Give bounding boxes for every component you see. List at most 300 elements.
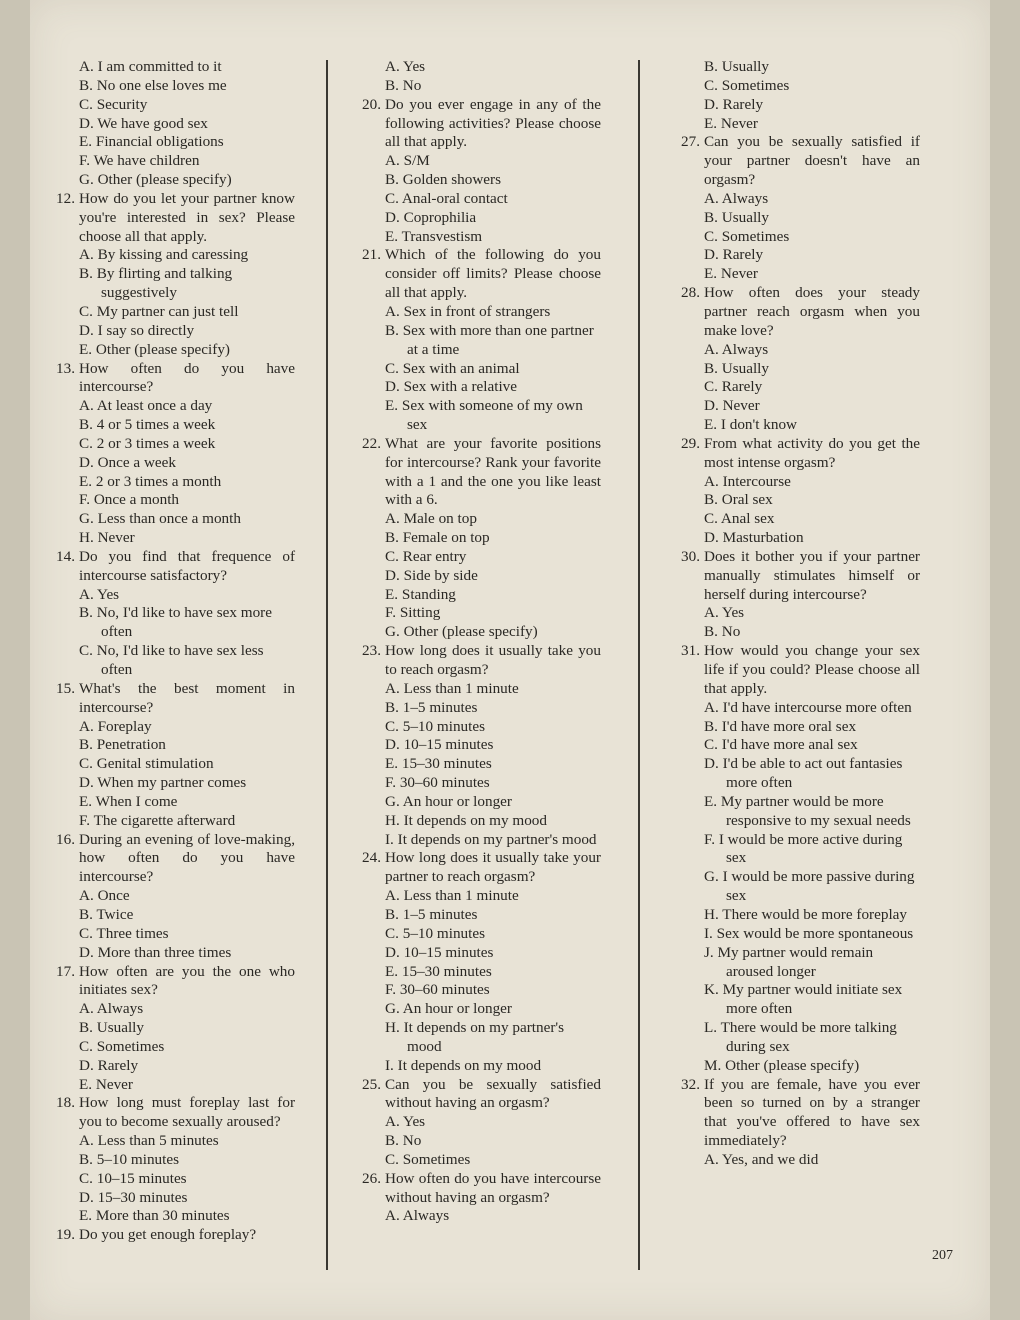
option-letter: B. [385,321,399,339]
option-letter: E. [385,585,399,603]
answer-option [356,303,601,322]
answer-option [675,246,920,265]
option-letter: C. [79,642,93,660]
option-letter: H. [79,529,94,547]
option-text: Less than 5 minutes [97,1132,219,1150]
answer-option [675,58,920,77]
option-letter: E. [704,265,718,283]
option-letter: D. [79,943,94,961]
answer-option [675,623,920,642]
question-number: 24. [362,849,381,867]
question-text: What's the best moment in intercourse? [79,679,295,716]
option-letter: F. [385,604,397,622]
answer-option [675,77,920,96]
option-text: Foreplay [97,717,152,735]
option-text: More than three times [97,943,232,961]
option-letter: L. [704,1019,718,1037]
answer-option [356,736,601,755]
option-letter: D. [385,943,400,961]
question [50,190,295,247]
option-text: Never [97,529,135,547]
option-text: Usually [721,359,769,377]
question-number: 20. [362,95,381,113]
question [675,284,920,341]
question-text: How often are you the one who initiates sex? [79,962,295,999]
answer-option [675,736,920,755]
option-letter: C. [385,924,399,942]
option-text: Side by side [403,566,478,584]
option-text: 10–15 minutes [403,943,494,961]
question-number: 21. [362,246,381,264]
option-text: Always [96,1000,144,1018]
option-text: Sex with more than one partner at a time [402,321,594,358]
option-text: Intercourse [722,472,791,490]
answer-option [356,529,601,548]
option-letter: D. [385,378,400,396]
question [50,831,295,888]
answer-option [356,1207,601,1226]
option-text: Once [97,887,130,905]
question-text: From what activity do you get the most intense orgasm? [704,434,920,471]
option-letter: A. [79,585,94,603]
answer-option [50,925,295,944]
option-text: Yes [722,604,745,622]
option-letter: A. [385,679,400,697]
answer-option [356,718,601,737]
question [356,435,601,510]
option-text: It depends on my mood [403,811,547,829]
question [356,96,601,153]
answer-option [356,510,601,529]
option-letter: C. [79,755,93,773]
option-letter: E. [385,755,399,773]
option-text: We have children [93,152,200,170]
option-letter: C. [704,736,718,754]
answer-option [356,925,601,944]
question-block [50,963,295,1095]
option-letter: M. [704,1056,722,1074]
option-text: Financial obligations [95,133,224,151]
question-block [675,284,920,435]
option-text: Sex with a relative [403,378,518,396]
option-letter: B. [704,58,718,75]
answer-option [356,944,601,963]
question [675,1076,920,1151]
option-letter: C. [79,302,93,320]
option-text: By flirting and talking suggestively [96,265,233,302]
question-text: During an evening of love-making, how often do you have intercourse? [79,830,295,886]
option-text: 4 or 5 times a week [96,416,216,434]
continued-options [356,58,601,96]
option-text: Female on top [402,529,490,547]
option-text: Sometimes [402,1150,471,1168]
question-block [356,642,601,849]
option-text: It depends on my partner's mood [403,1019,565,1055]
answer-option [675,604,920,623]
question-text: How often do you have intercourse without having an orgasm? [385,1169,601,1206]
question [675,548,920,605]
option-text: My partner would initiate sex more often [722,981,903,1018]
question-text: Which of the following do you consider off limits? Please choose all that apply. [385,246,601,302]
option-text: Never [720,114,758,132]
option-text: Rarely [722,95,764,113]
question-text: How do you let your partner know you're interested in sex? Please choose all that apply. [79,189,295,245]
option-letter: F. [385,774,397,792]
option-letter: G. [385,1000,400,1018]
option-letter: A. [79,58,94,75]
option-letter: E. [704,792,718,810]
option-letter: I. [704,924,713,942]
option-letter: A. [385,887,400,905]
option-letter: G. [385,792,400,810]
answer-option [50,906,295,925]
option-text: Always [721,340,769,358]
option-text: 30–60 minutes [399,981,490,999]
option-letter: D. [79,1056,94,1074]
answer-option [675,360,920,379]
column-divider [638,60,640,1270]
question [50,963,295,1001]
option-text: S/M [403,152,430,170]
question-block [356,1076,601,1170]
option-letter: B. [385,171,399,189]
option-letter: C. [385,547,399,565]
answer-option [50,812,295,831]
option-letter: C. [704,378,718,396]
option-letter: F. [704,830,716,848]
question-number: 26. [362,1169,381,1187]
option-letter: F. [79,491,91,509]
continued-options [675,58,920,133]
option-letter: A. [79,397,94,415]
option-letter: A. [704,189,719,207]
answer-option [675,529,920,548]
answer-option [675,416,920,435]
answer-option [356,1000,601,1019]
option-letter: A. [704,1150,719,1168]
option-text: There would be more talking during sex [720,1019,897,1055]
question-number: 29. [681,434,700,452]
question-block [675,1076,920,1170]
option-text: 10–15 minutes [403,736,494,754]
option-text: Usually [721,58,769,75]
answer-option [50,1207,295,1226]
answer-option [50,755,295,774]
option-text: Anal-oral contact [401,189,508,207]
option-text: My partner would remain aroused longer [717,943,874,980]
answer-option [675,793,920,831]
option-letter: A. [704,340,719,358]
question-block [50,360,295,548]
option-letter: C. [79,924,93,942]
answer-option [356,567,601,586]
answer-option [675,491,920,510]
column-divider [326,60,328,1270]
option-text: Sometimes [721,76,790,94]
option-text: I don't know [720,416,798,434]
answer-option [50,77,295,96]
answer-option [50,303,295,322]
option-letter: E. [79,1207,93,1225]
answer-option [675,397,920,416]
option-letter: B. [704,491,718,509]
answer-option [50,115,295,134]
option-text: No one else loves me [96,76,227,94]
answer-option [356,228,601,247]
option-text: 1–5 minutes [402,905,478,923]
page-number: 207 [932,1248,953,1263]
question-block [50,1094,295,1226]
answer-option [675,981,920,1019]
option-letter: A. [385,152,400,170]
answer-option [50,887,295,906]
continued-options [50,58,295,190]
option-text: It depends on my mood [397,1056,542,1074]
question-text: How long must foreplay last for you to become sexually aroused? [79,1094,295,1131]
option-text: Always [402,1207,450,1225]
option-letter: A. [704,472,719,490]
option-text: I would be more passive during sex [722,868,915,905]
answer-option [50,510,295,529]
question-block [50,548,295,680]
option-letter: G. [385,623,400,641]
option-text: Sex would be more spontaneous [716,924,914,942]
answer-option [675,209,920,228]
option-letter: E. [79,340,93,358]
option-text: 5–10 minutes [402,924,485,942]
question [50,548,295,586]
answer-option [356,981,601,1000]
option-text: Yes [403,1113,426,1131]
option-text: 10–15 minutes [96,1169,187,1187]
answer-option [675,190,920,209]
option-text: 5–10 minutes [402,717,485,735]
option-letter: B. [385,529,399,547]
answer-option [356,699,601,718]
option-letter: I. [385,1056,394,1074]
option-text: Masturbation [722,529,804,547]
option-letter: H. [385,1019,400,1037]
answer-option [356,58,601,77]
answer-option [675,510,920,529]
option-text: By kissing and caressing [97,246,249,264]
answer-option [50,322,295,341]
option-text: 1–5 minutes [402,698,478,716]
option-text: My partner can just tell [96,302,239,320]
question-text: How long does it usually take you to reach orgasm? [385,642,601,678]
option-letter: B. [704,208,718,226]
answer-option [675,925,920,944]
option-text: Rarely [721,378,763,396]
option-text: Once a week [97,453,176,471]
option-letter: A. [79,1132,94,1150]
question-block [675,435,920,548]
option-letter: A. [79,717,94,735]
option-text: Penetration [96,736,166,754]
option-text: Never [95,1075,133,1093]
answer-option [356,1019,601,1057]
question-number: 23. [362,642,381,660]
question [50,680,295,718]
option-text: Rarely [97,1056,139,1074]
option-letter: C. [385,717,399,735]
answer-option [50,397,295,416]
question-number: 16. [56,830,75,848]
option-letter: E. [385,227,399,245]
option-letter: D. [704,397,719,415]
option-letter: E. [79,472,93,490]
answer-option [50,944,295,963]
option-text: Golden showers [402,171,502,189]
option-text: Standing [401,585,456,603]
answer-option [675,341,920,360]
answer-option [50,1000,295,1019]
option-letter: B. [79,1019,93,1037]
option-text: Transvestism [401,227,483,245]
question-text: Does it bother you if your partner manually stimulates himself or herself during intercourse? [704,547,920,603]
option-letter: D. [385,208,400,226]
answer-option [675,1057,920,1076]
option-text: Sometimes [96,1037,165,1055]
answer-option [50,246,295,265]
answer-option [356,209,601,228]
answer-option [50,171,295,190]
answer-option [356,152,601,171]
answer-option [675,1151,920,1170]
option-letter: C. [704,76,718,94]
option-text: Always [721,189,769,207]
option-text: Male on top [403,510,477,528]
answer-option [675,115,920,134]
option-letter: H. [385,811,400,829]
option-letter: B. [704,359,718,377]
option-letter: C. [385,189,399,207]
option-letter: G. [704,868,719,886]
answer-option [50,265,295,303]
option-letter: C. [704,227,718,245]
question-text: How would you change your sex life if you could? Please choose all that apply. [704,642,920,697]
option-letter: E. [79,133,93,151]
option-letter: K. [704,981,719,999]
answer-option [50,341,295,360]
answer-option [50,1076,295,1095]
option-text: I'd have more oral sex [721,717,857,735]
option-letter: C. [79,434,93,452]
option-text: It depends on my partner's mood [397,830,597,848]
answer-option [675,265,920,284]
option-letter: B. [385,1132,399,1150]
answer-option [50,1019,295,1038]
option-text: There would be more foreplay [722,905,908,923]
answer-option [50,774,295,793]
question-number: 32. [681,1075,700,1093]
option-letter: D. [704,755,719,773]
question [675,435,920,473]
option-letter: A. [385,1207,400,1225]
answer-option [356,322,601,360]
question-text: Do you ever engage in any of the following activities? Please choose all that apply. [385,95,601,151]
question [675,133,920,190]
question [50,360,295,398]
option-letter: A. [385,1113,400,1131]
answer-option [356,171,601,190]
question-number: 25. [362,1075,381,1093]
option-text: I would be more active during sex [718,830,903,867]
option-text: 5–10 minutes [96,1150,179,1168]
answer-option [675,831,920,869]
option-text: When my partner comes [97,774,247,792]
answer-option [675,699,920,718]
option-letter: A. [79,887,94,905]
question-number: 14. [56,547,75,565]
option-text: Never [720,265,758,283]
option-letter: A. [385,510,400,528]
option-letter: D. [79,114,94,132]
answer-option [50,1057,295,1076]
option-letter: C. [385,359,399,377]
option-text: Yes [97,585,120,603]
option-text: Yes, and we did [722,1150,819,1168]
option-text: Usually [96,1019,144,1037]
question-block [356,849,601,1075]
option-text: Usually [721,208,769,226]
option-text: Three times [96,924,169,942]
answer-option [50,1189,295,1208]
option-text: Once a month [93,491,180,509]
question-block [675,548,920,642]
answer-option [50,454,295,473]
question-text: How often does your steady partner reach orgasm when you make love? [704,284,920,339]
answer-option [356,586,601,605]
question [356,1170,601,1208]
question [50,1094,295,1132]
question-text: Can you be sexually satisfied if your partner doesn't have an orgasm? [704,133,920,189]
question-text: If you are female, have you ever been so turned on by a stranger that you've offered to have sex immediately? [704,1075,920,1150]
option-letter: B. [79,1150,93,1168]
option-text: Sex in front of strangers [403,302,551,320]
option-text: When I come [95,792,178,810]
answer-option [675,868,920,906]
answer-option [356,774,601,793]
option-text: Oral sex [721,491,773,509]
answer-option [356,360,601,379]
option-letter: I. [385,830,394,848]
answer-option [50,642,295,680]
answer-option [50,96,295,115]
option-text: Less than 1 minute [403,679,519,697]
option-text: No [721,623,741,641]
question-number: 13. [56,359,75,377]
answer-option [356,623,601,642]
answer-option [356,548,601,567]
option-letter: D. [704,529,719,547]
answer-option [50,1151,295,1170]
option-letter: C. [79,1037,93,1055]
option-letter: F. [79,811,91,829]
answer-option [356,887,601,906]
question [356,246,601,303]
question-text: Do you get enough foreplay? [79,1226,257,1244]
answer-option [50,473,295,492]
answer-option [675,944,920,982]
answer-option [356,906,601,925]
answer-option [50,435,295,454]
option-letter: J. [704,943,714,961]
option-letter: D. [385,566,400,584]
answer-option [356,1057,601,1076]
option-text: Yes [403,58,426,75]
option-letter: E. [704,114,718,132]
